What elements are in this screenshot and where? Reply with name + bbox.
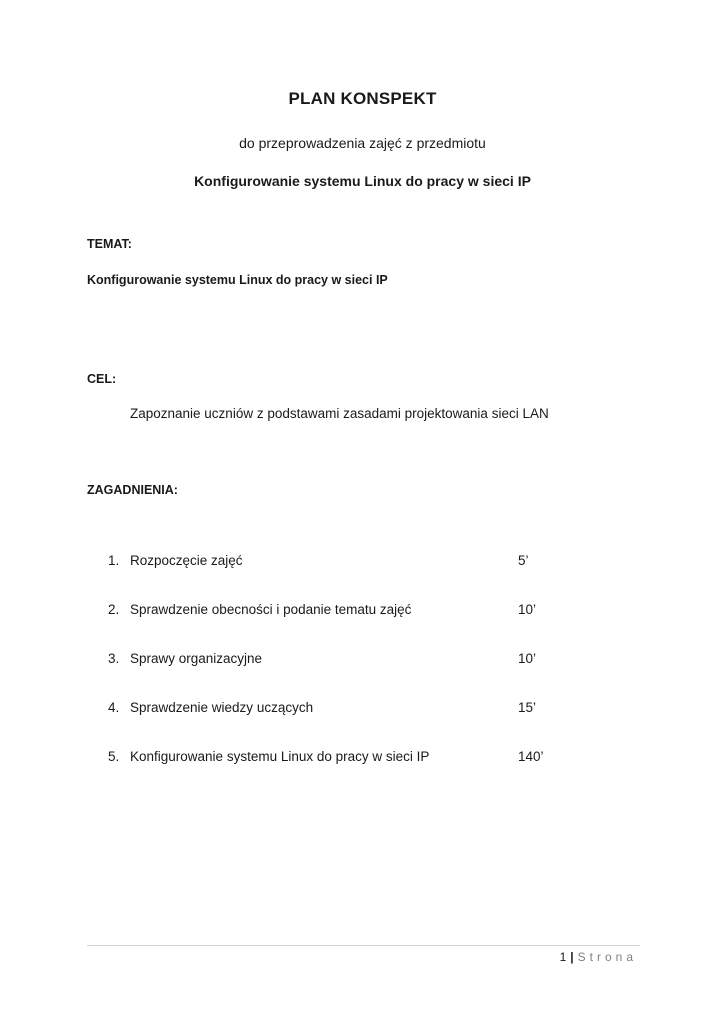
document-subtitle: do przeprowadzenia zajęć z przedmiotu [239, 135, 486, 151]
agenda-item-number: 1. [108, 553, 120, 568]
agenda-item-number: 5. [108, 749, 120, 764]
agenda-item-label: Sprawy organizacyjne [130, 651, 263, 666]
agenda-item [0, 602, 725, 651]
agenda-item-label: Konfigurowanie systemu Linux do pracy w sieci IP [130, 749, 430, 764]
agenda-item-time: 140’ [518, 749, 544, 764]
agenda-item [0, 553, 725, 602]
agenda-item [0, 700, 725, 749]
topic-text: Konfigurowanie systemu Linux do pracy w sieci IP [87, 273, 388, 287]
agenda-item-time: 10’ [518, 651, 537, 666]
agenda-item-number: 3. [108, 651, 120, 666]
footer-separator: | [570, 950, 574, 964]
topic-label: TEMAT: [87, 237, 132, 251]
agenda-label: ZAGADNIENIA: [87, 483, 178, 497]
footer-divider [87, 945, 640, 946]
agenda-item [0, 651, 725, 700]
document-title: PLAN KONSPEKT [288, 89, 437, 108]
agenda-list [0, 553, 725, 798]
page-word: Strona [577, 950, 637, 964]
page-footer [560, 950, 637, 964]
agenda-item-time: 10’ [518, 602, 537, 617]
goal-label: CEL: [87, 372, 117, 386]
agenda-item-time: 5’ [518, 553, 529, 568]
course-name: Konfigurowanie systemu Linux do pracy w sieci IP [194, 173, 531, 189]
agenda-item-number: 2. [108, 602, 120, 617]
agenda-item-label: Sprawdzenie wiedzy uczących [130, 700, 314, 715]
agenda-item-label: Rozpoczęcie zajęć [130, 553, 243, 568]
page-number: 1 [559, 950, 567, 964]
agenda-item-time: 15’ [518, 700, 537, 715]
goal-text: Zapoznanie uczniów z podstawami zasadami projektowania sieci LAN [130, 406, 549, 421]
agenda-item-number: 4. [108, 700, 120, 715]
agenda-item-label: Sprawdzenie obecności i podanie tematu zajęć [130, 602, 412, 617]
agenda-item [0, 749, 725, 798]
